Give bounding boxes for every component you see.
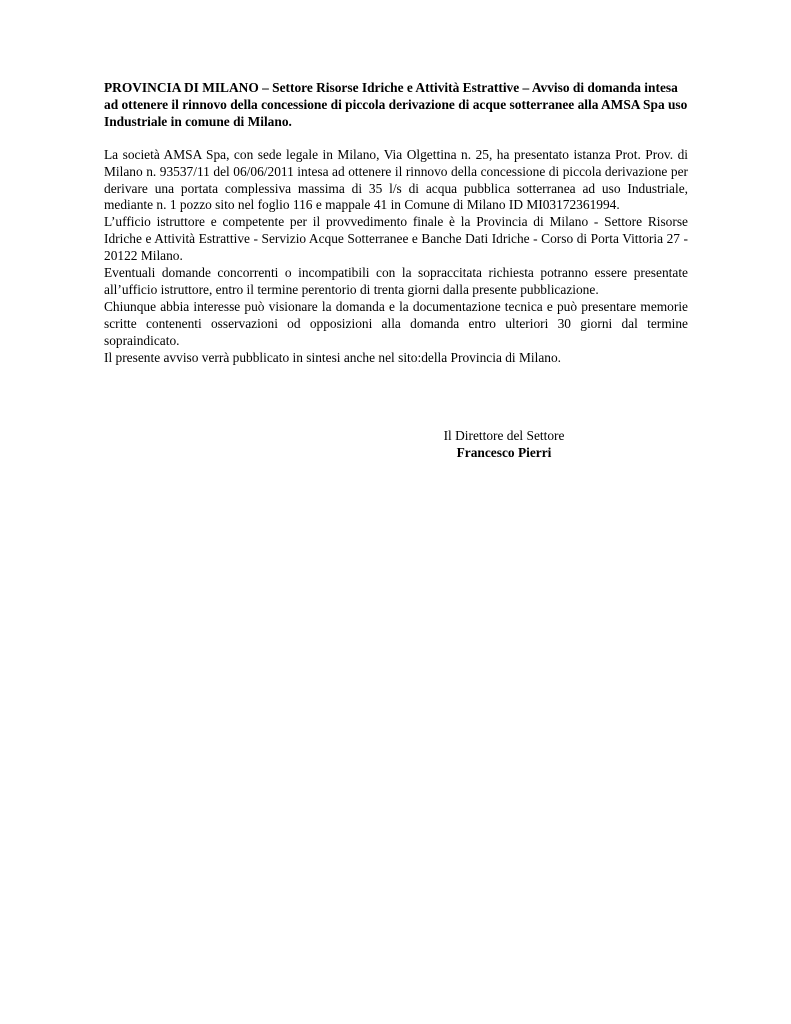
paragraph-objections: Chiunque abbia interesse può visionare la domanda e la documentazione tecnica e può presentare memorie scritte contenenti osservazioni od opposizioni alla domanda entro ulteriori 30 giorni dal termine sopraindicato.	[104, 298, 688, 348]
signature-block	[424, 428, 584, 462]
notice-body	[104, 147, 688, 367]
signature-role: Il Direttore del Settore	[443, 428, 565, 443]
paragraph-publication: Il presente avviso verrà pubblicato in sintesi anche nel sito:della Provincia di Milano.	[104, 349, 562, 365]
signature-name: Francesco Pierri	[456, 444, 552, 460]
document-content	[104, 80, 688, 460]
notice-heading: PROVINCIA DI MILANO – Settore Risorse Idriche e Attività Estrattive – Avviso di domanda intesa ad ottenere il rinnovo della concessione di piccola derivazione di acque sotterranee alla AMSA Spa uso Industriale in comune di Milano.	[104, 80, 688, 129]
paragraph-application: La società AMSA Spa, con sede legale in Milano, Via Olgettina n. 25, ha presentato istanza Prot. Prov. di Milano n. 93537/11 del 06/06/2011 intesa ad ottenere il rinnovo della concessione di piccola derivazione per derivare una portata complessiva massima di 35 l/s di acqua pubblica sotterranea ad uso Industriale, mediante n. 1 pozzo sito nel foglio 116 e mappale 41 in Comune di Milano ID MI03172361994.	[104, 146, 688, 213]
paragraph-office: L’ufficio istruttore e competente per il provvedimento finale è la Provincia di Milano - Settore Risorse Idriche e Attività Estrattive - Servizio Acque Sotterranee e Banche Dati Idriche - Corso di Porta Vittoria 27 - 20122 Milano.	[104, 214, 688, 264]
paragraph-competing-requests: Eventuali domande concorrenti o incompatibili con la sopraccitata richiesta potranno essere presentate all’ufficio istruttore, entro il termine perentorio di trenta giorni dalla presente pubblicazione.	[104, 265, 688, 297]
